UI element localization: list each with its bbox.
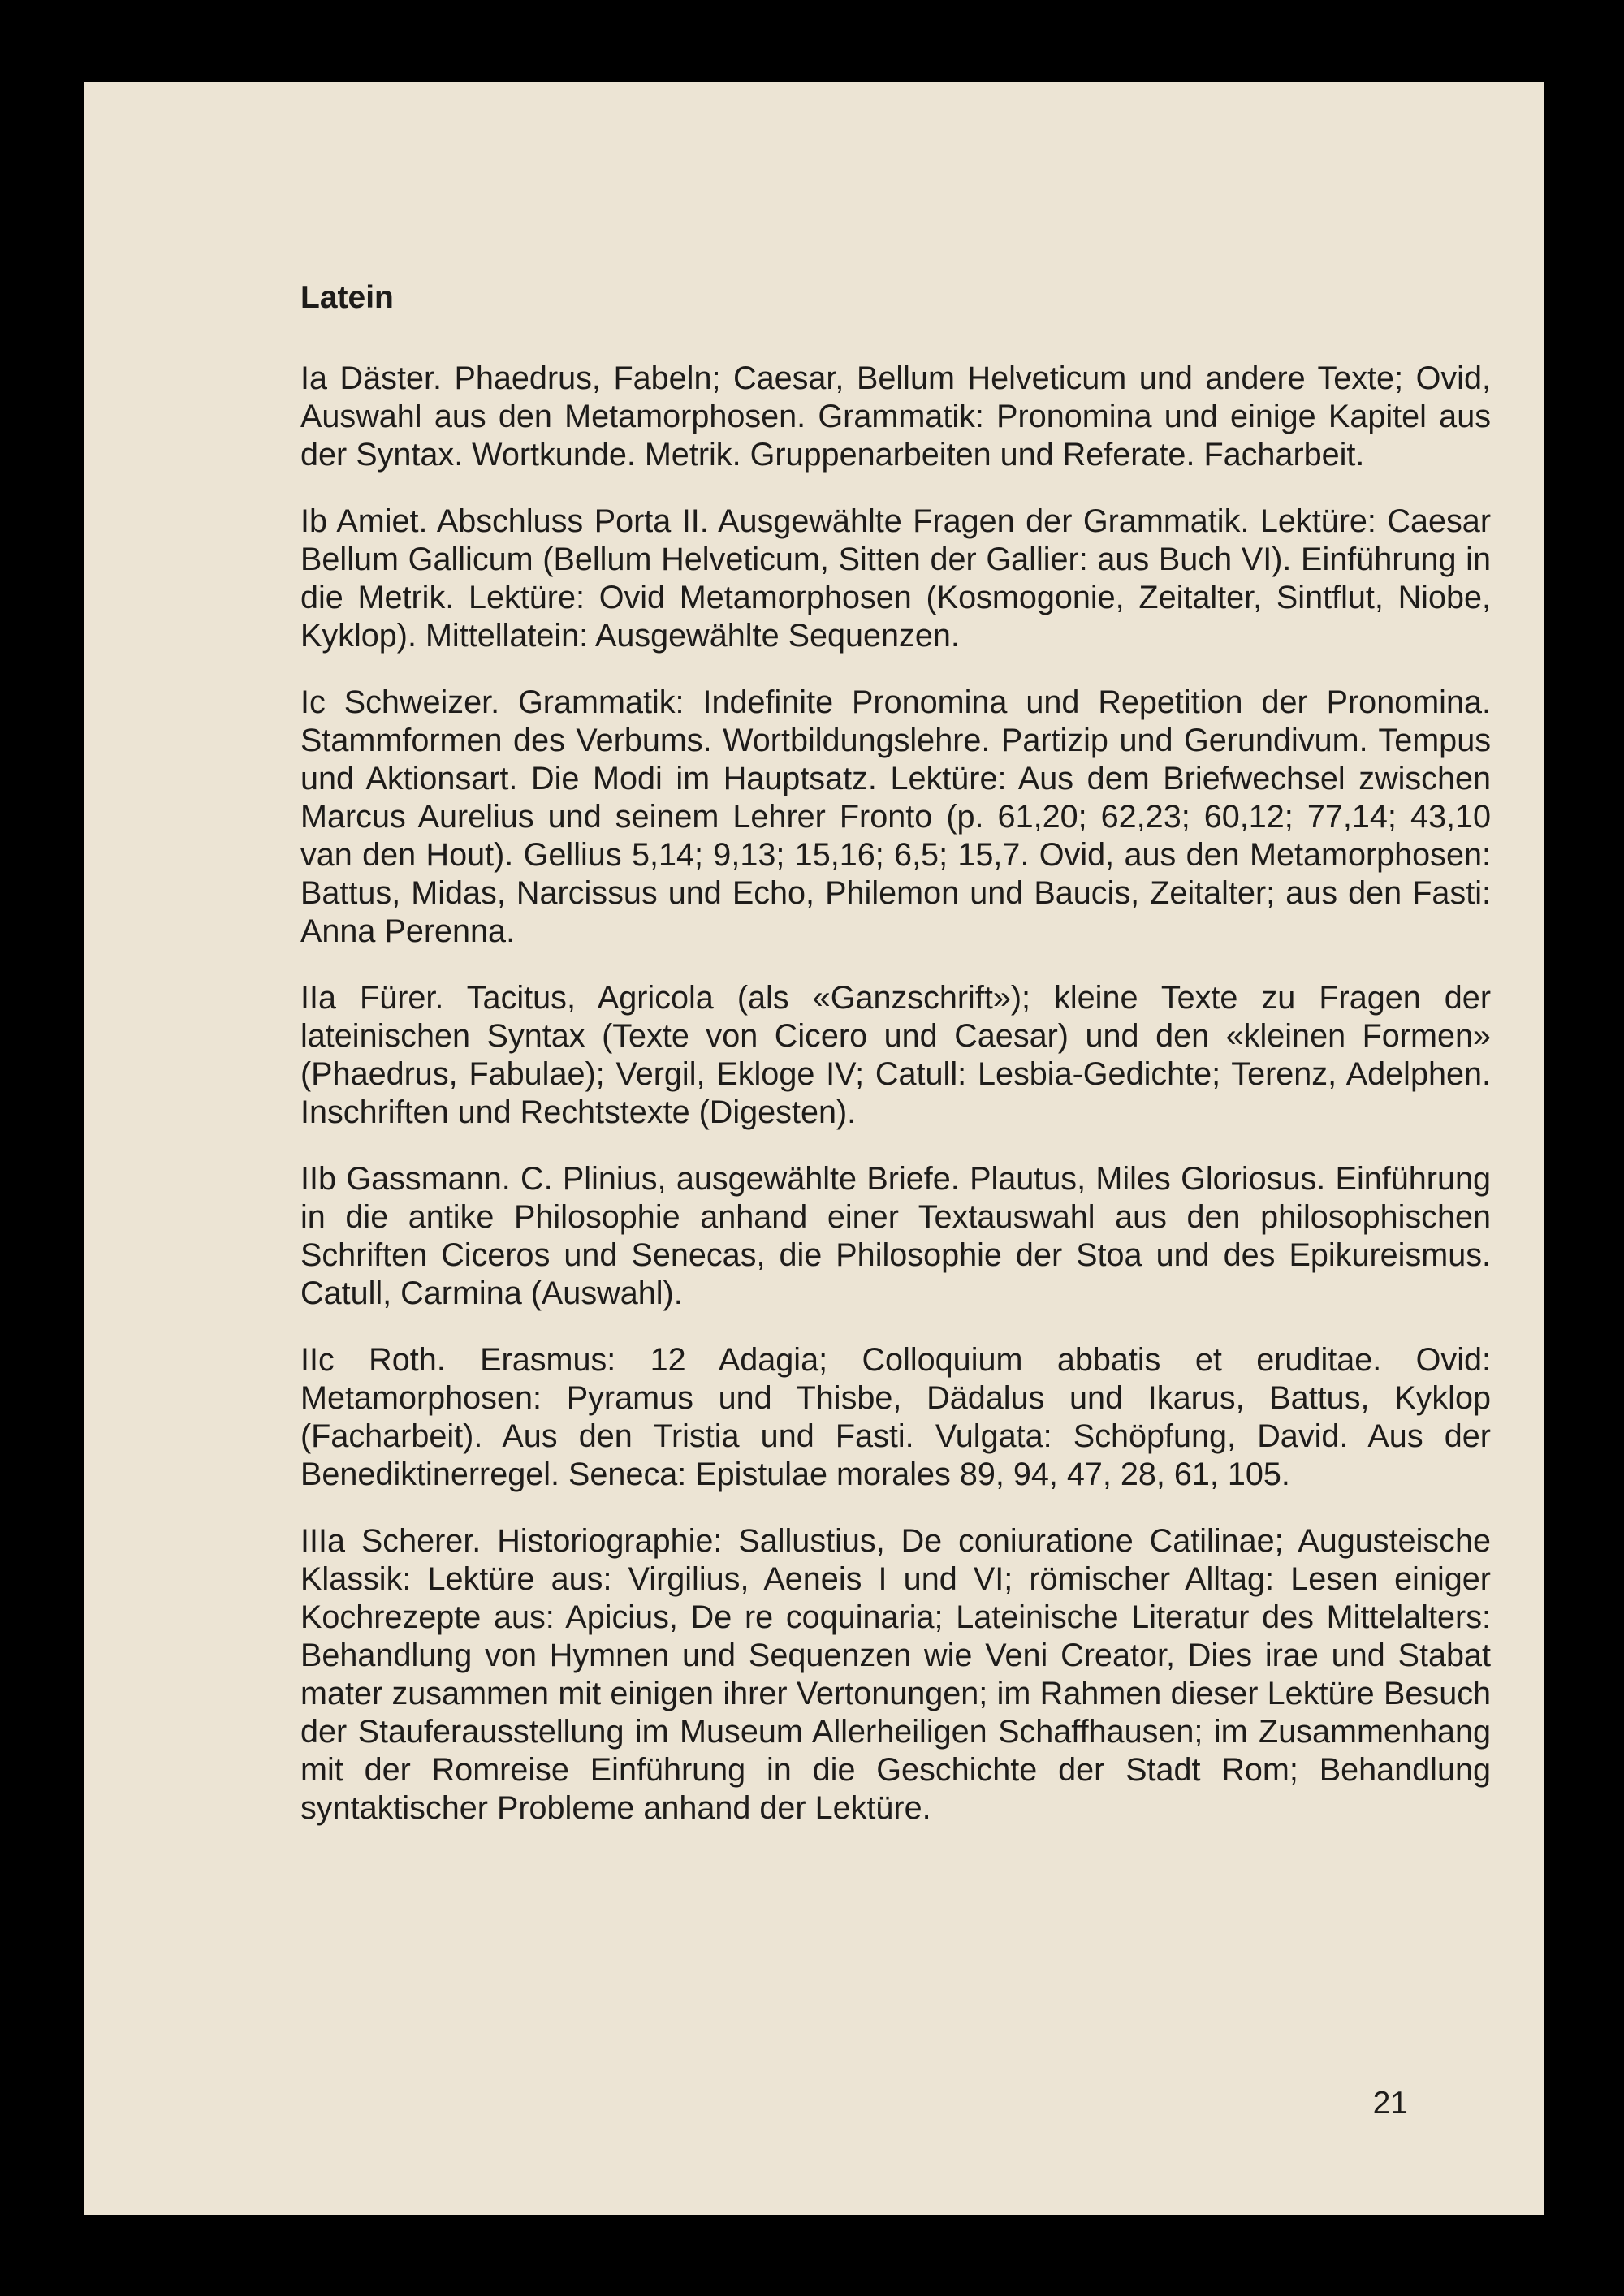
section-heading: Latein — [300, 280, 394, 315]
class-entry-iiia: IIIa Scherer. Historiographie: Sallustius, De coniuratione Catilinae; Augusteische Klassik: Lektüre aus: Virgilius, Aeneis I und VI; römischer Alltag: Lesen einiger Kochrezepte aus: Apicius, De re coquinaria; Lateinische Literatur des Mittelalters: Behandlung von Hymnen und Sequenzen wie Veni Creator, Dies irae und Stabat mater zusammen mit einigen ihrer Vertonungen; im Rahmen dieser Lektüre Besuch der Stauferausstellung im Museum Allerheiligen Schaffhausen; im Zusammenhang mit der Romreise Einführung in die Geschichte der Stadt Rom; Behandlung syntaktischer Probleme anhand der Lektüre. — [300, 1523, 1491, 1826]
page-number: 21 — [1372, 2086, 1408, 2121]
class-entry-ib: Ib Amiet. Abschluss Porta II. Ausgewählte Fragen der Grammatik. Lektüre: Caesar Bellum Gallicum (Bellum Helveticum, Sitten der Gallier: aus Buch VI). Einführung in die Metrik. Lektüre: Ovid Metamorphosen (Kosmogonie, Zeitalter, Sintflut, Niobe, Kyklop). Mittellatein: Ausgewählte Sequenzen. — [300, 503, 1491, 654]
page-content — [300, 277, 1491, 1856]
document-page — [84, 82, 1544, 2215]
class-entry-ia: Ia Däster. Phaedrus, Fabeln; Caesar, Bellum Helveticum und andere Texte; Ovid, Auswahl aus den Metamorphosen. Grammatik: Pronomina und einige Kapitel aus der Syntax. Wortkunde. Metrik. Gruppenarbeiten und Referate. Facharbeit. — [300, 360, 1491, 473]
class-entry-iib: IIb Gassmann. C. Plinius, ausgewählte Briefe. Plautus, Miles Gloriosus. Einführung in die antike Philosophie anhand einer Textauswahl aus den philosophischen Schriften Ciceros und Senecas, die Philosophie der Stoa und des Epikureismus. Catull, Carmina (Auswahl). — [300, 1161, 1491, 1311]
class-entry-iic: IIc Roth. Erasmus: 12 Adagia; Colloquium abbatis et eruditae. Ovid: Metamorphosen: Pyramus und Thisbe, Dädalus und Ikarus, Battus, Kyklop (Facharbeit). Aus den Tristia und Fasti. Vulgata: Schöpfung, David. Aus der Benediktinerregel. Seneca: Epistulae morales 89, 94, 47, 28, 61, 105. — [300, 1342, 1491, 1492]
class-entry-ic: Ic Schweizer. Grammatik: Indefinite Pronomina und Repetition der Pronomina. Stammformen des Verbums. Wortbildungslehre. Partizip und Gerundivum. Tempus und Aktionsart. Die Modi im Hauptsatz. Lektüre: Aus dem Briefwechsel zwischen Marcus Aurelius und seinem Lehrer Fronto (p. 61,20; 62,23; 60,12; 77,14; 43,10 van den Hout). Gellius 5,14; 9,13; 15,16; 6,5; 15,7. Ovid, aus den Metamorphosen: Battus, Midas, Narcissus und Echo, Philemon und Baucis, Zeitalter; aus den Fasti: Anna Perenna. — [300, 684, 1491, 949]
class-entry-iia: IIa Fürer. Tacitus, Agricola (als «Ganzschrift»); kleine Texte zu Fragen der lateinischen Syntax (Texte von Cicero und Caesar) und den «kleinen Formen» (Phaedrus, Fabulae); Vergil, Ekloge IV; Catull: Lesbia-Gedichte; Terenz, Adelphen. Inschriften und Rechtstexte (Digesten). — [300, 980, 1491, 1130]
